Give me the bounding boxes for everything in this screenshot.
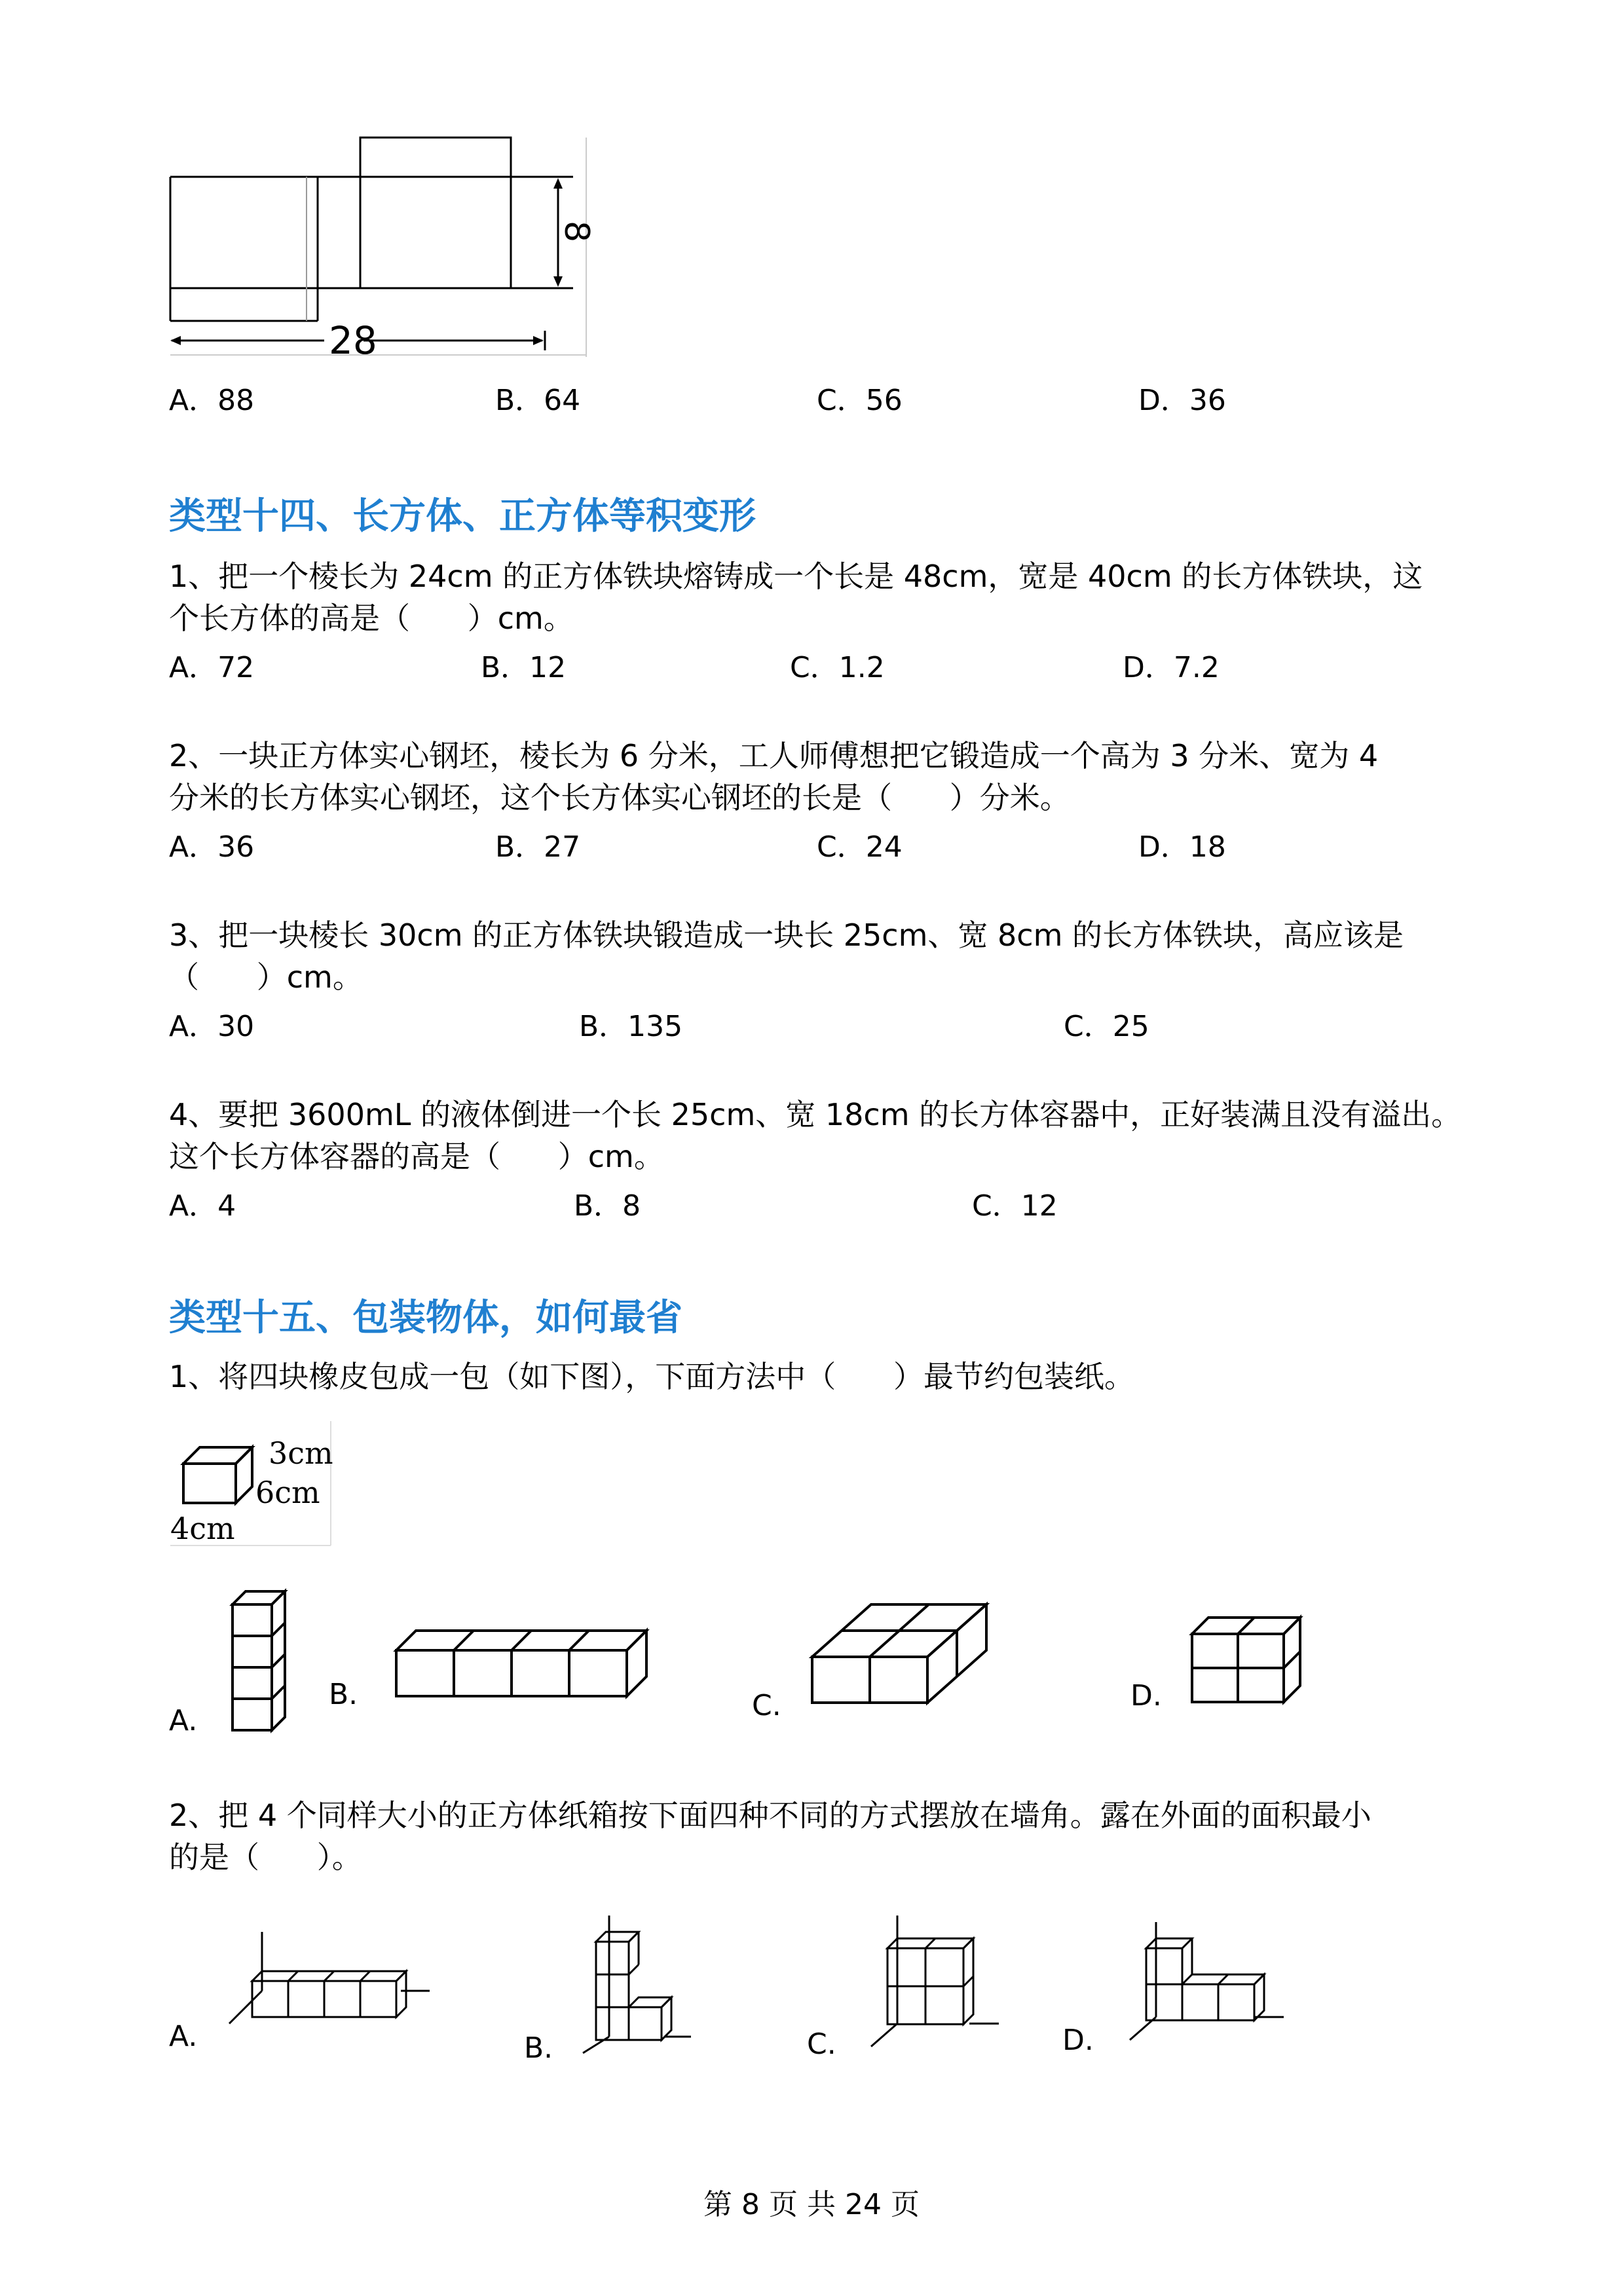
s14-q1-line2: 个长方体的高是（ ）cm。 (169, 601, 574, 636)
top-option-c[interactable]: C．56 (817, 384, 903, 417)
s14-q4-option-a[interactable]: A．4 (169, 1189, 236, 1223)
s15-q2-label-b[interactable]: B. (524, 2031, 553, 2065)
s14-q3-option-b[interactable]: B．135 (579, 1010, 683, 1043)
dim-height-label: 8 (557, 221, 596, 243)
s14-q2-option-c[interactable]: C．24 (817, 830, 903, 864)
top-option-d[interactable]: D．36 (1138, 384, 1226, 417)
s14-q1-option-b[interactable]: B．12 (481, 651, 567, 684)
s14-q2-line1: 2、一块正方体实心钢坯，棱长为 6 分米，工人师傅想把它锻造成一个高为 3 分米、宽为 4 (169, 738, 1379, 773)
top-option-a[interactable]: A．88 (169, 384, 255, 417)
s15-q1-label-a[interactable]: A. (169, 1704, 198, 1737)
s15-q2-line2: 的是（ ）。 (169, 1840, 362, 1875)
s15-q2-figure-a[interactable] (223, 1925, 439, 2030)
s14-q2-option-a[interactable]: A．36 (169, 830, 255, 864)
section14-title: 类型十四、长方体、正方体等积变形 (169, 495, 756, 538)
s14-q4-option-c[interactable]: C．12 (972, 1189, 1058, 1223)
s14-q4-line1: 4、要把 3600mL 的液体倒进一个长 25cm、宽 18cm 的长方体容器中，正好装满且没有溢出。 (169, 1097, 1462, 1132)
s14-q4-option-b[interactable]: B．8 (574, 1189, 641, 1223)
s15-q2-label-c[interactable]: C. (807, 2028, 836, 2061)
section15-title: 类型十五、包装物体，如何最省 (169, 1297, 682, 1339)
s14-q1-option-c[interactable]: C．1.2 (790, 651, 885, 684)
s15-q1-figure-c[interactable] (806, 1598, 996, 1716)
s15-q2-figure-b[interactable] (576, 1912, 701, 2056)
eraser-dim-3cm: 3cm (269, 1435, 333, 1471)
s14-q3-line2: （ ）cm。 (169, 959, 363, 995)
s15-q2-label-d[interactable]: D. (1062, 2024, 1094, 2057)
s15-q2-label-a[interactable]: A. (169, 2020, 198, 2053)
s15-q1-label-b[interactable]: B. (329, 1678, 358, 1711)
eraser-dim-6cm: 6cm (255, 1475, 320, 1510)
cuboid-net-figure (164, 131, 596, 360)
eraser-dim-4cm: 4cm (170, 1511, 235, 1546)
s14-q3-line1: 3、把一块棱长 30cm 的正方体铁块锻造成一块长 25cm、宽 8cm 的长方体铁块，高应该是 (169, 917, 1404, 953)
s14-q3-option-a[interactable]: A．30 (169, 1010, 255, 1043)
s15-q2-figure-c[interactable] (865, 1912, 1009, 2050)
s15-q1-label-d[interactable]: D. (1130, 1679, 1162, 1713)
s14-q4-line2: 这个长方体容器的高是（ ）cm。 (169, 1139, 664, 1174)
page-footer: 第 8 页 共 24 页 (703, 2188, 920, 2221)
s14-q2-option-b[interactable]: B．27 (495, 830, 581, 864)
s14-q2-option-d[interactable]: D．18 (1138, 830, 1226, 864)
s15-q2-figure-d[interactable] (1120, 1919, 1290, 2043)
s15-q2-line1: 2、把 4 个同样大小的正方体纸箱按下面四种不同的方式摆放在墙角。露在外面的面积最小 (169, 1798, 1371, 1833)
top-option-b[interactable]: B．64 (495, 384, 581, 417)
s15-q1-figure-a[interactable] (223, 1582, 301, 1739)
s15-q1-text: 1、将四块橡皮包成一包（如下图），下面方法中（ ）最节约包装纸。 (169, 1359, 1134, 1394)
s14-q1-option-d[interactable]: D．7.2 (1123, 651, 1220, 684)
s15-q1-label-c[interactable]: C. (752, 1689, 781, 1722)
s14-q1-option-a[interactable]: A．72 (169, 651, 255, 684)
dim-width-label: 28 (329, 318, 377, 360)
s15-q1-figure-b[interactable] (390, 1621, 665, 1713)
s14-q2-line2: 分米的长方体实心钢坯，这个长方体实心钢坯的长是（ ）分米。 (169, 780, 1070, 815)
eraser-figure (167, 1418, 337, 1549)
s14-q1-line1: 1、把一个棱长为 24cm 的正方体铁块熔铸成一个长是 48cm，宽是 40cm 的长方体铁块，这 (169, 559, 1423, 594)
s15-q1-figure-d[interactable] (1185, 1608, 1310, 1713)
s14-q3-option-c[interactable]: C．25 (1064, 1010, 1149, 1043)
